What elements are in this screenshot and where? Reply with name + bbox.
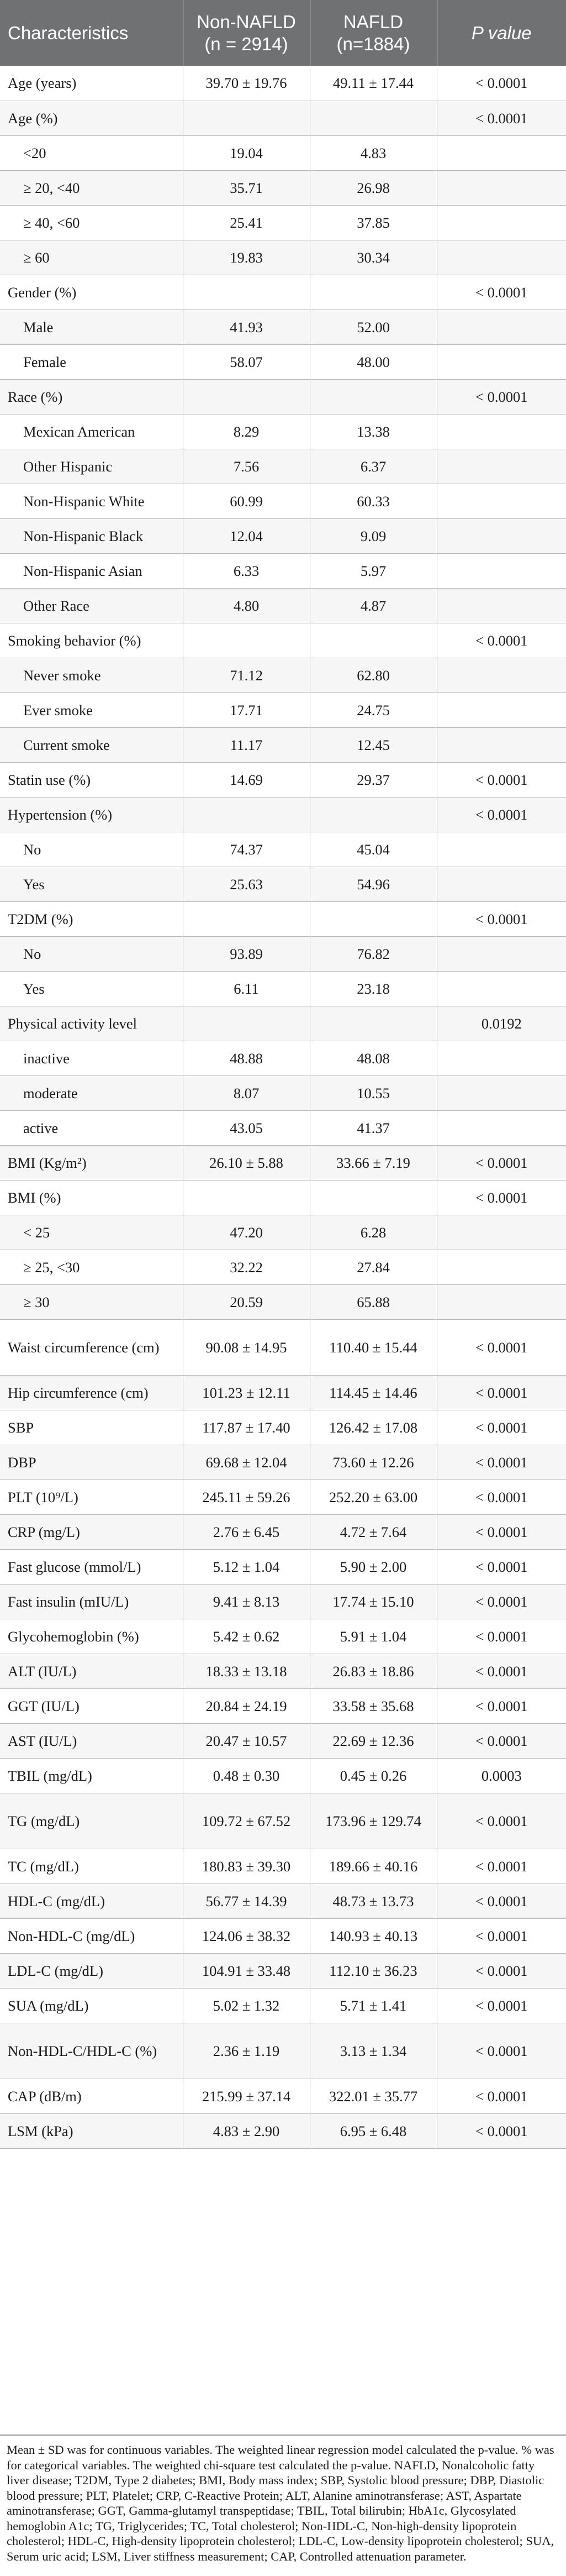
p-value: 0.0003 <box>437 1758 566 1793</box>
table-row <box>0 1110 566 1145</box>
row-label: moderate <box>0 1075 183 1110</box>
nafld-value: 4.72 ± 7.64 <box>310 1514 437 1549</box>
table-row <box>0 1410 566 1445</box>
table-row <box>0 623 566 658</box>
nafld-value: 24.75 <box>310 692 437 727</box>
p-value <box>437 1075 566 1110</box>
p-value: < 0.0001 <box>437 2023 566 2079</box>
table-row <box>0 344 566 379</box>
p-value <box>437 936 566 971</box>
row-label: ≥ 20, <40 <box>0 170 183 205</box>
row-label: Physical activity level <box>0 1006 183 1041</box>
nafld-value: 5.90 ± 2.00 <box>310 1549 437 1584</box>
non-nafld-value: 14.69 <box>183 762 310 797</box>
row-label: Glycohemoglobin (%) <box>0 1619 183 1654</box>
p-value <box>437 240 566 275</box>
nafld-value <box>310 797 437 832</box>
non-nafld-value: 5.12 ± 1.04 <box>183 1549 310 1584</box>
nafld-value: 41.37 <box>310 1110 437 1145</box>
nafld-value: 33.66 ± 7.19 <box>310 1145 437 1180</box>
non-nafld-value <box>183 1006 310 1041</box>
row-label: TC (mg/dL) <box>0 1849 183 1884</box>
row-label: ≥ 40, <60 <box>0 205 183 240</box>
nafld-value: 17.74 ± 15.10 <box>310 1584 437 1619</box>
table-row <box>0 1849 566 1884</box>
nafld-value: 10.55 <box>310 1075 437 1110</box>
non-nafld-value: 60.99 <box>183 484 310 518</box>
p-value: < 0.0001 <box>437 797 566 832</box>
non-nafld-value: 93.89 <box>183 936 310 971</box>
row-label: SUA (mg/dL) <box>0 1988 183 2023</box>
non-nafld-value: 71.12 <box>183 658 310 692</box>
p-value <box>437 344 566 379</box>
p-value: 0.0192 <box>437 1006 566 1041</box>
p-value: < 0.0001 <box>437 1688 566 1723</box>
p-value: < 0.0001 <box>437 66 566 101</box>
non-nafld-value: 8.07 <box>183 1075 310 1110</box>
p-value: < 0.0001 <box>437 1549 566 1584</box>
table-row <box>0 1480 566 1514</box>
non-nafld-value <box>183 797 310 832</box>
table-row <box>0 901 566 936</box>
table-row <box>0 658 566 692</box>
p-value: < 0.0001 <box>437 1584 566 1619</box>
non-nafld-value: 124.06 ± 38.32 <box>183 1918 310 1953</box>
nafld-value: 23.18 <box>310 971 437 1006</box>
non-nafld-value: 5.02 ± 1.32 <box>183 1988 310 2023</box>
p-value <box>437 414 566 449</box>
non-nafld-value: 74.37 <box>183 832 310 867</box>
row-label: No <box>0 936 183 971</box>
table-row <box>0 971 566 1006</box>
nafld-value: 6.28 <box>310 1215 437 1250</box>
p-value: < 0.0001 <box>437 1445 566 1480</box>
nafld-value: 322.01 ± 35.77 <box>310 2079 437 2113</box>
p-value: < 0.0001 <box>437 1793 566 1849</box>
table-row <box>0 1375 566 1410</box>
non-nafld-value <box>183 1180 310 1215</box>
row-label: TG (mg/dL) <box>0 1793 183 1849</box>
table-row <box>0 275 566 309</box>
nafld-value: 73.60 ± 12.26 <box>310 1445 437 1480</box>
row-label: Fast glucose (mmol/L) <box>0 1549 183 1584</box>
row-label: CRP (mg/L) <box>0 1514 183 1549</box>
p-value <box>437 205 566 240</box>
non-nafld-value: 90.08 ± 14.95 <box>183 1319 310 1375</box>
row-label: T2DM (%) <box>0 901 183 936</box>
non-nafld-value: 69.68 ± 12.04 <box>183 1445 310 1480</box>
row-label: No <box>0 832 183 867</box>
table-row <box>0 1654 566 1688</box>
table-row <box>0 2113 566 2148</box>
non-nafld-value: 20.59 <box>183 1284 310 1319</box>
nafld-value: 5.97 <box>310 553 437 588</box>
table-row <box>0 1006 566 1041</box>
nafld-value: 65.88 <box>310 1284 437 1319</box>
p-value: < 0.0001 <box>437 2113 566 2148</box>
nafld-value: 6.95 ± 6.48 <box>310 2113 437 2148</box>
row-label: AST (IU/L) <box>0 1723 183 1758</box>
non-nafld-value: 19.83 <box>183 240 310 275</box>
non-nafld-value: 18.33 ± 13.18 <box>183 1654 310 1688</box>
p-value: < 0.0001 <box>437 1884 566 1918</box>
row-label: CAP (dB/m) <box>0 2079 183 2113</box>
table-row <box>0 832 566 867</box>
table-row <box>0 1688 566 1723</box>
nafld-value: 114.45 ± 14.46 <box>310 1375 437 1410</box>
non-nafld-value: 17.71 <box>183 692 310 727</box>
row-label: Never smoke <box>0 658 183 692</box>
p-value: < 0.0001 <box>437 101 566 135</box>
p-value: < 0.0001 <box>437 1849 566 1884</box>
nafld-value <box>310 101 437 135</box>
row-label: DBP <box>0 1445 183 1480</box>
row-label: Male <box>0 309 183 344</box>
p-value <box>437 449 566 484</box>
non-nafld-value: 25.41 <box>183 205 310 240</box>
nafld-value: 112.10 ± 36.23 <box>310 1953 437 1988</box>
header-p-value: P value <box>437 0 566 66</box>
p-value: < 0.0001 <box>437 275 566 309</box>
table-row <box>0 1284 566 1319</box>
row-label: BMI (Kg/m²) <box>0 1145 183 1180</box>
p-value <box>437 867 566 901</box>
non-nafld-value: 104.91 ± 33.48 <box>183 1953 310 1988</box>
p-value: < 0.0001 <box>437 1375 566 1410</box>
non-nafld-value: 11.17 <box>183 727 310 762</box>
row-label: PLT (10⁹/L) <box>0 1480 183 1514</box>
p-value: < 0.0001 <box>437 1723 566 1758</box>
nafld-value: 12.45 <box>310 727 437 762</box>
nafld-value: 6.37 <box>310 449 437 484</box>
table-row <box>0 1319 566 1375</box>
p-value: < 0.0001 <box>437 1654 566 1688</box>
nafld-value: 13.38 <box>310 414 437 449</box>
nafld-value: 126.42 ± 17.08 <box>310 1410 437 1445</box>
p-value <box>437 588 566 623</box>
row-label: LSM (kPa) <box>0 2113 183 2148</box>
non-nafld-value: 25.63 <box>183 867 310 901</box>
row-label: Gender (%) <box>0 275 183 309</box>
row-label: Smoking behavior (%) <box>0 623 183 658</box>
row-label: Yes <box>0 867 183 901</box>
p-value: < 0.0001 <box>437 623 566 658</box>
non-nafld-value: 0.48 ± 0.30 <box>183 1758 310 1793</box>
row-label: Other Race <box>0 588 183 623</box>
nafld-value: 189.66 ± 40.16 <box>310 1849 437 1884</box>
table-row <box>0 1549 566 1584</box>
row-label: Non-Hispanic Black <box>0 518 183 553</box>
row-label: ≥ 60 <box>0 240 183 275</box>
non-nafld-value: 43.05 <box>183 1110 310 1145</box>
row-label: ≥ 30 <box>0 1284 183 1319</box>
nafld-value: 4.87 <box>310 588 437 623</box>
nafld-value: 252.20 ± 63.00 <box>310 1480 437 1514</box>
row-label: SBP <box>0 1410 183 1445</box>
p-value <box>437 692 566 727</box>
header-characteristics: Characteristics <box>0 0 183 66</box>
table-row <box>0 797 566 832</box>
p-value: < 0.0001 <box>437 1619 566 1654</box>
nafld-value <box>310 1180 437 1215</box>
table-row <box>0 762 566 797</box>
non-nafld-value: 12.04 <box>183 518 310 553</box>
table-row <box>0 692 566 727</box>
table-row <box>0 1250 566 1284</box>
table-row <box>0 518 566 553</box>
p-value: < 0.0001 <box>437 901 566 936</box>
table-row <box>0 66 566 101</box>
nafld-value: 27.84 <box>310 1250 437 1284</box>
table-row <box>0 1041 566 1075</box>
nafld-value: 5.71 ± 1.41 <box>310 1988 437 2023</box>
nafld-value: 54.96 <box>310 867 437 901</box>
row-label: Hypertension (%) <box>0 797 183 832</box>
non-nafld-value: 117.87 ± 17.40 <box>183 1410 310 1445</box>
p-value <box>437 1041 566 1075</box>
p-value <box>437 484 566 518</box>
non-nafld-value <box>183 901 310 936</box>
non-nafld-value: 6.11 <box>183 971 310 1006</box>
non-nafld-value: 47.20 <box>183 1215 310 1250</box>
table-row <box>0 1180 566 1215</box>
p-value <box>437 135 566 170</box>
footnote-text: Mean ± SD was for continuous variables. The weighted linear regression model calculated the p-value. % was for categorical variables. The weighted chi-square test calculated the p-value. NAFLD, Nonalcoholic fatty liver disease; T2DM, Type 2 diabetes; BMI, Body mass index; SBP, Systolic blood pressure; DBP, Diastolic blood pressure; PLT, Platelet; CRP, C-Reactive Protein; ALT, Alanine aminotransferase; AST, Aspartate aminotransferase; GGT, Gamma-glutamyl transpeptidase; TBIL, Total bilirubin; HbA1c, Glycosylated hemoglobin A1c; TG, Triglycerides; TC, Total cholesterol; Non-HDL-C, Non-high-density lipoprotein cholesterol; HDL-C, High-density lipoprotein cholesterol; LDL-C, Low-density lipoprotein cholesterol; SUA, Serum uric acid; LSM, Liver stiffness measurement; CAP, Controlled attenuation parameter. <box>7 2443 554 2563</box>
nafld-value: 52.00 <box>310 309 437 344</box>
p-value: < 0.0001 <box>437 1180 566 1215</box>
row-label: BMI (%) <box>0 1180 183 1215</box>
row-label: <20 <box>0 135 183 170</box>
row-label: GGT (IU/L) <box>0 1688 183 1723</box>
nafld-value <box>310 275 437 309</box>
row-label: inactive <box>0 1041 183 1075</box>
non-nafld-value <box>183 275 310 309</box>
nafld-value <box>310 379 437 414</box>
header-nafld: NAFLD (n=1884) <box>310 0 437 66</box>
p-value <box>437 1250 566 1284</box>
non-nafld-value: 39.70 ± 19.76 <box>183 66 310 101</box>
row-label: < 25 <box>0 1215 183 1250</box>
nafld-value: 49.11 ± 17.44 <box>310 66 437 101</box>
nafld-value: 9.09 <box>310 518 437 553</box>
row-label: ≥ 25, <30 <box>0 1250 183 1284</box>
nafld-value: 0.45 ± 0.26 <box>310 1758 437 1793</box>
row-label: Ever smoke <box>0 692 183 727</box>
non-nafld-value: 5.42 ± 0.62 <box>183 1619 310 1654</box>
p-value: < 0.0001 <box>437 1480 566 1514</box>
p-value: < 0.0001 <box>437 1988 566 2023</box>
non-nafld-value <box>183 101 310 135</box>
non-nafld-value: 109.72 ± 67.52 <box>183 1793 310 1849</box>
non-nafld-value: 180.83 ± 39.30 <box>183 1849 310 1884</box>
table-row <box>0 1723 566 1758</box>
non-nafld-value: 8.29 <box>183 414 310 449</box>
row-label: Statin use (%) <box>0 762 183 797</box>
row-label: Fast insulin (mIU/L) <box>0 1584 183 1619</box>
p-value <box>437 518 566 553</box>
non-nafld-value: 4.80 <box>183 588 310 623</box>
p-value <box>437 658 566 692</box>
p-value: < 0.0001 <box>437 379 566 414</box>
row-label: TBIL (mg/dL) <box>0 1758 183 1793</box>
non-nafld-value <box>183 623 310 658</box>
row-label: Yes <box>0 971 183 1006</box>
p-value <box>437 1110 566 1145</box>
row-label: Waist circumference (cm) <box>0 1319 183 1375</box>
row-label: Hip circumference (cm) <box>0 1375 183 1410</box>
p-value <box>437 1215 566 1250</box>
table-row <box>0 309 566 344</box>
p-value <box>437 170 566 205</box>
table-header <box>0 0 566 66</box>
non-nafld-value: 4.83 ± 2.90 <box>183 2113 310 2148</box>
table-body <box>0 66 566 2148</box>
nafld-value <box>310 623 437 658</box>
table-row <box>0 1075 566 1110</box>
table-row <box>0 240 566 275</box>
nafld-value <box>310 901 437 936</box>
row-label: HDL-C (mg/dL) <box>0 1884 183 1918</box>
table-row <box>0 414 566 449</box>
table-row <box>0 205 566 240</box>
table-row <box>0 379 566 414</box>
table-row <box>0 936 566 971</box>
nafld-value: 33.58 ± 35.68 <box>310 1688 437 1723</box>
nafld-value: 173.96 ± 129.74 <box>310 1793 437 1849</box>
row-label: Other Hispanic <box>0 449 183 484</box>
table-row <box>0 1884 566 1918</box>
table-row <box>0 867 566 901</box>
non-nafld-value: 32.22 <box>183 1250 310 1284</box>
non-nafld-value: 2.76 ± 6.45 <box>183 1514 310 1549</box>
table-row <box>0 553 566 588</box>
row-label: Age (years) <box>0 66 183 101</box>
table-row <box>0 1988 566 2023</box>
table-row <box>0 484 566 518</box>
non-nafld-value: 35.71 <box>183 170 310 205</box>
nafld-value: 22.69 ± 12.36 <box>310 1723 437 1758</box>
row-label: Mexican American <box>0 414 183 449</box>
nafld-value: 48.00 <box>310 344 437 379</box>
row-label: Non-HDL-C/HDL-C (%) <box>0 2023 183 2079</box>
row-label: Non-HDL-C (mg/dL) <box>0 1918 183 1953</box>
table-row <box>0 2023 566 2079</box>
nafld-value: 62.80 <box>310 658 437 692</box>
non-nafld-value: 20.47 ± 10.57 <box>183 1723 310 1758</box>
p-value: < 0.0001 <box>437 762 566 797</box>
table-row <box>0 449 566 484</box>
nafld-value: 37.85 <box>310 205 437 240</box>
non-nafld-value: 6.33 <box>183 553 310 588</box>
nafld-value: 140.93 ± 40.13 <box>310 1918 437 1953</box>
nafld-value <box>310 1006 437 1041</box>
table-row <box>0 588 566 623</box>
row-label: Current smoke <box>0 727 183 762</box>
nafld-value: 3.13 ± 1.34 <box>310 2023 437 2079</box>
non-nafld-value: 2.36 ± 1.19 <box>183 2023 310 2079</box>
non-nafld-value: 41.93 <box>183 309 310 344</box>
p-value: < 0.0001 <box>437 2079 566 2113</box>
non-nafld-value: 26.10 ± 5.88 <box>183 1145 310 1180</box>
table-row <box>0 1758 566 1793</box>
table-row <box>0 2079 566 2113</box>
p-value: < 0.0001 <box>437 1514 566 1549</box>
nafld-value: 4.83 <box>310 135 437 170</box>
p-value <box>437 832 566 867</box>
nafld-value: 48.08 <box>310 1041 437 1075</box>
nafld-value: 26.98 <box>310 170 437 205</box>
table-row <box>0 170 566 205</box>
non-nafld-value: 20.84 ± 24.19 <box>183 1688 310 1723</box>
nafld-value: 60.33 <box>310 484 437 518</box>
p-value: < 0.0001 <box>437 1145 566 1180</box>
header-row <box>0 0 566 66</box>
non-nafld-value: 9.41 ± 8.13 <box>183 1584 310 1619</box>
nafld-value: 48.73 ± 13.73 <box>310 1884 437 1918</box>
p-value <box>437 1284 566 1319</box>
table-row <box>0 1514 566 1549</box>
non-nafld-value: 7.56 <box>183 449 310 484</box>
non-nafld-value: 245.11 ± 59.26 <box>183 1480 310 1514</box>
table-row <box>0 1918 566 1953</box>
p-value: < 0.0001 <box>437 1918 566 1953</box>
table-row <box>0 727 566 762</box>
non-nafld-value: 19.04 <box>183 135 310 170</box>
table-row <box>0 1584 566 1619</box>
table-row <box>0 1619 566 1654</box>
row-label: Female <box>0 344 183 379</box>
table-row <box>0 1445 566 1480</box>
non-nafld-value: 58.07 <box>183 344 310 379</box>
nafld-value: 76.82 <box>310 936 437 971</box>
non-nafld-value: 215.99 ± 37.14 <box>183 2079 310 2113</box>
p-value <box>437 553 566 588</box>
row-label: Non-Hispanic White <box>0 484 183 518</box>
table-footnote <box>0 2435 566 2564</box>
table-row <box>0 1145 566 1180</box>
p-value <box>437 971 566 1006</box>
nafld-value: 30.34 <box>310 240 437 275</box>
row-label: Race (%) <box>0 379 183 414</box>
p-value: < 0.0001 <box>437 1953 566 1988</box>
table-row <box>0 135 566 170</box>
row-label: Non-Hispanic Asian <box>0 553 183 588</box>
nafld-value: 26.83 ± 18.86 <box>310 1654 437 1688</box>
non-nafld-value: 101.23 ± 12.11 <box>183 1375 310 1410</box>
row-label: active <box>0 1110 183 1145</box>
nafld-value: 110.40 ± 15.44 <box>310 1319 437 1375</box>
row-label: ALT (IU/L) <box>0 1654 183 1688</box>
p-value <box>437 727 566 762</box>
p-value: < 0.0001 <box>437 1410 566 1445</box>
header-non-nafld: Non-NAFLD (n = 2914) <box>183 0 310 66</box>
p-value: < 0.0001 <box>437 1319 566 1375</box>
table-row <box>0 1793 566 1849</box>
row-label: LDL-C (mg/dL) <box>0 1953 183 1988</box>
table-row <box>0 1953 566 1988</box>
non-nafld-value: 56.77 ± 14.39 <box>183 1884 310 1918</box>
non-nafld-value: 48.88 <box>183 1041 310 1075</box>
row-label: Age (%) <box>0 101 183 135</box>
table-row <box>0 1215 566 1250</box>
non-nafld-value <box>183 379 310 414</box>
table-row <box>0 101 566 135</box>
nafld-value: 29.37 <box>310 762 437 797</box>
p-value <box>437 309 566 344</box>
nafld-value: 45.04 <box>310 832 437 867</box>
nafld-value: 5.91 ± 1.04 <box>310 1619 437 1654</box>
